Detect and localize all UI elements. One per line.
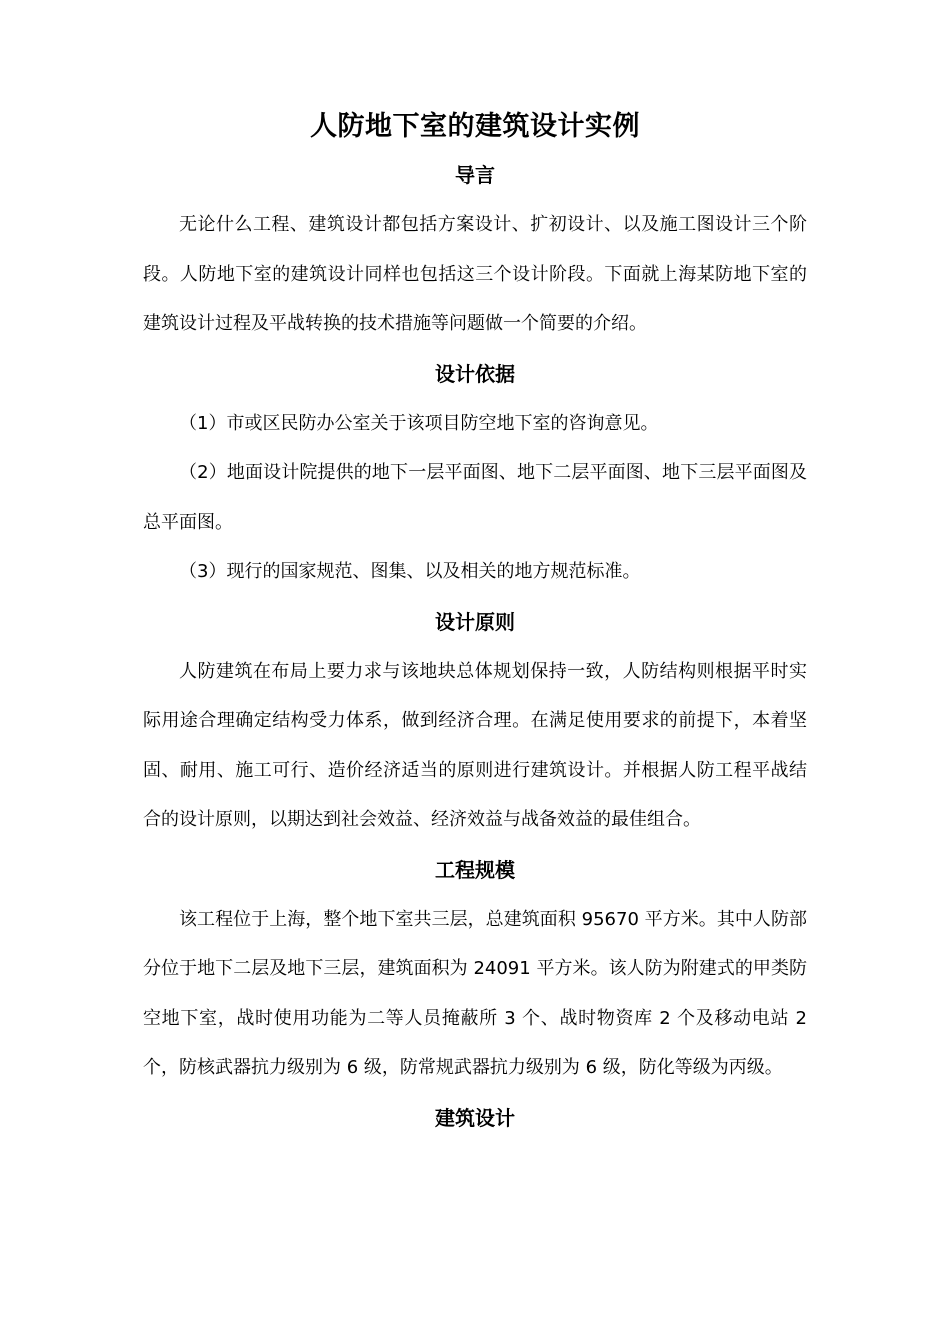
section-heading-design-basis: 设计依据 (435, 361, 515, 386)
paragraph-project-scale: 该工程位于上海，整个地下室共三层，总建筑面积 95670 平方米。其中人防部分位于地下二层及地下三层，建筑面积为 24091 平方米。该人防为附建式的甲类防空地下室，战时使用功能为二等人员掩蔽所 3 个、战时物资库 2 个及移动电站 2 个，防核武器抗力级别为 6 级，防常规武器抗力级别为 6 级，防化等级为丙级。 (143, 908, 807, 1078)
paragraph-design-principles: 人防建筑在布局上要力求与该地块总体规划保持一致，人防结构则根据平时实际用途合理确定结构受力体系，做到经济合理。在满足使用要求的前提下，本着坚固、耐用、施工可行、造价经济适当的原则进行建筑设计。并根据人防工程平战结合的设计原则，以期达到社会效益、经济效益与战备效益的最佳组合。 (143, 660, 807, 830)
document-title: 人防地下室的建筑设计实例 (310, 111, 640, 142)
section-design-principles (143, 597, 807, 845)
list-item-basis-2: （2）地面设计院提供的地下一层平面图、地下二层平面图、地下三层平面图及总平面图。 (143, 462, 807, 533)
section-heading-architectural-design: 建筑设计 (435, 1105, 515, 1130)
section-introduction (143, 150, 807, 349)
section-design-basis (143, 349, 807, 597)
paragraph-introduction: 无论什么工程、建筑设计都包括方案设计、扩初设计、以及施工图设计三个阶段。人防地下室的建筑设计同样也包括这三个设计阶段。下面就上海某防地下室的建筑设计过程及平战转换的技术措施等问题做一个简要的介绍。 (143, 214, 807, 334)
section-heading-design-principles: 设计原则 (435, 609, 515, 634)
section-project-scale (143, 845, 807, 1093)
document-body (143, 104, 807, 1143)
list-item-basis-3: （3）现行的国家规范、图集、以及相关的地方规范标准。 (179, 561, 641, 582)
list-item-basis-1: （1）市或区民防办公室关于该项目防空地下室的咨询意见。 (179, 412, 659, 434)
section-architectural-design (143, 1093, 807, 1143)
section-heading-introduction: 导言 (455, 163, 495, 187)
section-heading-project-scale: 工程规模 (435, 857, 515, 882)
